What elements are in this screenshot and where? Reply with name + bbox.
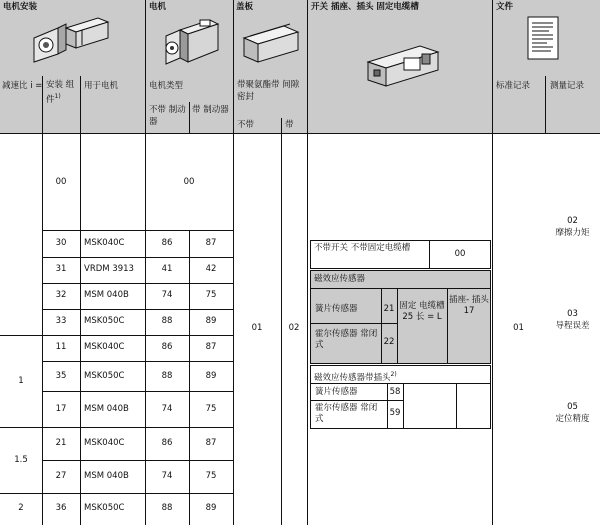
lead-label: 导程误差 <box>555 321 590 331</box>
kit-cell: 30 <box>55 238 67 248</box>
no-brake-cell: 74 <box>161 404 173 414</box>
motor-cell: MSK050C <box>84 316 125 326</box>
divider <box>545 76 546 133</box>
with-brake-cell: 89 <box>205 371 217 381</box>
motor-cell: MSK040C <box>84 438 125 448</box>
no-brake-cell: 74 <box>161 290 173 300</box>
motor-install-image <box>30 14 118 66</box>
with-brake-cell: 87 <box>205 342 217 352</box>
no-brake-cell: 88 <box>161 503 173 513</box>
sensor-plug-title-label: 磁效应传感器带插头 <box>314 372 391 383</box>
kit-cell: 17 <box>55 404 67 414</box>
row-line <box>42 460 233 461</box>
no-brake-cell: 41 <box>161 264 173 274</box>
cover-title: 盖板 <box>236 2 254 12</box>
divider <box>80 76 81 525</box>
footnote-2: 2) <box>390 371 397 378</box>
ratio-cell: 1 <box>18 376 24 386</box>
for-motor-header: 用于电机 <box>84 81 119 91</box>
divider <box>311 383 490 384</box>
row-line <box>42 257 233 258</box>
divider <box>403 383 404 428</box>
document-icon <box>527 16 559 60</box>
ratio-header: 减速比 i = <box>2 81 43 91</box>
divider <box>233 0 234 525</box>
with-brake-cell: 75 <box>205 404 217 414</box>
reed-code: 21 <box>383 304 395 314</box>
with-brake-cell: 75 <box>205 290 217 300</box>
ratio-cell: 1.5 <box>14 455 28 465</box>
row-line <box>0 427 233 428</box>
reed2-code: 58 <box>389 387 401 397</box>
motor-type-header: 电机类型 <box>149 81 184 91</box>
divider <box>311 323 397 324</box>
switch-title: 开关 插座、插头 固定电缆槽 <box>311 2 419 12</box>
hall-label: 霍尔传感器 常闭式 <box>315 329 378 350</box>
hall-code: 22 <box>383 337 395 347</box>
no-brake-cell: 86 <box>161 342 173 352</box>
row-line <box>42 283 233 284</box>
sensor-box <box>310 270 491 364</box>
standard-record-header: 标准记录 <box>496 81 531 91</box>
divider <box>311 400 403 401</box>
first-row-motor: 00 <box>183 177 195 187</box>
with-brake-header: 带 制动器 <box>192 105 229 115</box>
divider <box>307 0 308 525</box>
standard-record-code: 01 <box>513 323 524 333</box>
no-switch-label: 不带开关 不带固定电缆槽 <box>314 243 411 253</box>
row-line <box>42 391 233 392</box>
kit-cell: 35 <box>55 371 67 381</box>
kit-header-label: 安装 组件 <box>46 80 75 105</box>
sensor-plug-title <box>314 369 397 384</box>
row-line <box>42 361 233 362</box>
row-line <box>0 493 233 494</box>
kit-cell: 21 <box>55 438 67 448</box>
no-switch-box <box>310 240 491 269</box>
no-brake-cell: 86 <box>161 438 173 448</box>
socket-plug-label: 插座- 插头 17 <box>449 295 489 316</box>
no-brake-cell: 86 <box>161 238 173 248</box>
switch-image <box>364 40 444 90</box>
hall2-code: 59 <box>389 408 401 418</box>
motor-cell: MSK040C <box>84 238 125 248</box>
motor-cell: MSM 040B <box>84 404 129 414</box>
row-line <box>0 335 233 336</box>
measure-record-header: 测量记录 <box>550 81 585 91</box>
kit-cell: 32 <box>55 290 67 300</box>
fixed-slot-label: 固定 电缆槽 25 长 = L <box>399 301 445 322</box>
motor-cell: MSK050C <box>84 503 125 513</box>
kit-cell: 31 <box>55 264 67 274</box>
hall2-label: 霍尔传感器 常闭式 <box>315 403 378 424</box>
divider <box>456 383 457 428</box>
friction-code: 02 <box>567 216 578 226</box>
motor-cell: VRDM 3913 <box>84 264 134 274</box>
motor-install-title: 电机安装 <box>3 2 38 12</box>
lead-code: 03 <box>567 309 578 319</box>
row-line <box>42 230 233 231</box>
no-brake-cell: 88 <box>161 316 173 326</box>
no-switch-code: 00 <box>454 249 466 259</box>
no-brake-cell: 88 <box>161 371 173 381</box>
divider <box>381 288 382 363</box>
motor-cell: MSM 040B <box>84 471 129 481</box>
position-label: 定位精度 <box>555 414 590 424</box>
reed-label: 簧片传感器 <box>315 304 358 314</box>
with-brake-cell: 42 <box>205 264 217 274</box>
kit-cell: 36 <box>55 503 67 513</box>
kit-cell: 33 <box>55 316 67 326</box>
cover-yes-code: 02 <box>288 323 300 333</box>
cover-strip-header: 带聚氨酯带 间隙密封 <box>237 80 300 102</box>
with-brake-cell: 89 <box>205 503 217 513</box>
row-line <box>42 309 233 310</box>
motor-image <box>158 18 222 68</box>
divider <box>492 0 493 525</box>
divider <box>311 288 490 289</box>
header-separator <box>0 133 600 134</box>
divider <box>189 102 190 133</box>
sensor-title: 磁效应传感器 <box>314 274 366 284</box>
docs-title: 文件 <box>496 2 514 12</box>
ratio-cell: 2 <box>18 503 24 513</box>
with-brake-cell: 87 <box>205 238 217 248</box>
with-brake-cell: 75 <box>205 471 217 481</box>
cover-no-header: 不带 <box>237 120 255 130</box>
reed2-label: 簧片传感器 <box>315 387 358 397</box>
first-row-kit: 00 <box>55 177 67 187</box>
with-brake-cell: 87 <box>205 438 217 448</box>
position-code: 05 <box>567 402 578 412</box>
motor-cell: MSM 040B <box>84 290 129 300</box>
divider <box>397 288 398 363</box>
kit-header <box>46 79 76 106</box>
with-brake-cell: 89 <box>205 316 217 326</box>
motor-cell: MSK050C <box>84 371 125 381</box>
kit-cell: 11 <box>55 342 67 352</box>
cover-no-code: 01 <box>251 323 263 333</box>
no-brake-header: 不带 制动器 <box>149 105 186 127</box>
no-brake-cell: 74 <box>161 471 173 481</box>
friction-label: 摩擦力矩 <box>555 228 590 238</box>
cover-image <box>240 22 302 68</box>
cover-yes-header: 带 <box>285 120 294 130</box>
motor-title: 电机 <box>149 2 167 12</box>
sensor-plug-box <box>310 365 491 429</box>
footnote-1: 1) <box>54 93 61 100</box>
divider <box>281 118 282 525</box>
kit-cell: 27 <box>55 471 67 481</box>
motor-cell: MSK040C <box>84 342 125 352</box>
